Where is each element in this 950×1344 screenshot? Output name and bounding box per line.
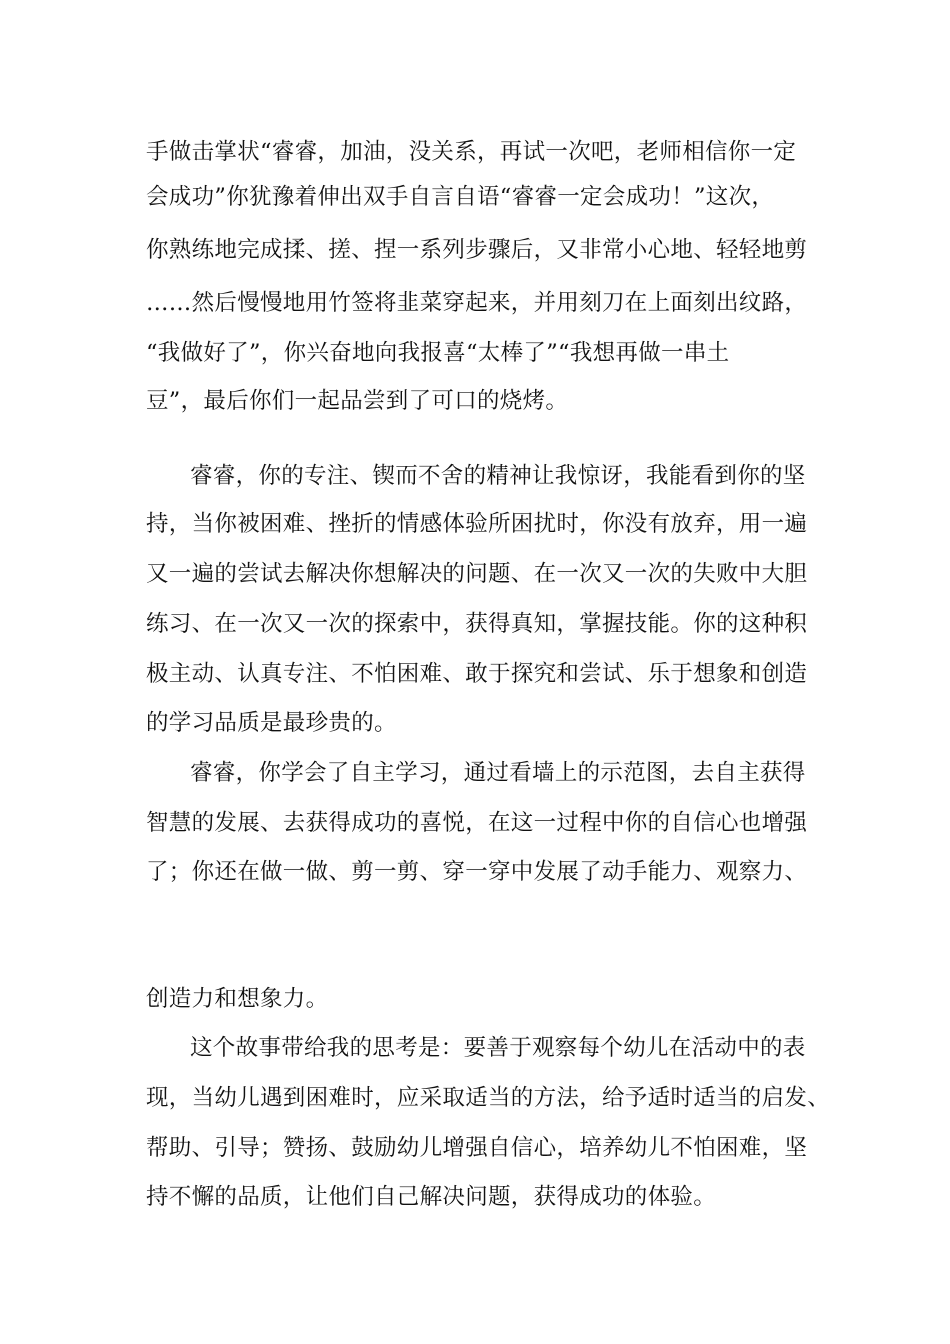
paragraph-line: 现，当幼儿遇到困难时，应采取适当的方法，给予适时适当的启发、 (146, 1085, 831, 1111)
paragraph-line: 极主动、认真专注、不怕困难、敢于探究和尝试、乐于想象和创造 (146, 661, 808, 687)
paragraph-line: 又一遍的尝试去解决你想解决的问题、在一次又一次的失败中大胆 (146, 561, 808, 587)
paragraph-line: 的学习品质是最珍贵的。 (146, 710, 397, 736)
paragraph-line: 练习、在一次又一次的探索中，获得真知，掌握技能。你的这种积 (146, 611, 808, 637)
paragraph-line: ……然后慢慢地用竹签将韭菜穿起来，并用刻刀在上面刻出纹路， (146, 290, 808, 316)
paragraph-line: 持，当你被困难、挫折的情感体验所困扰时，你没有放弃，用一遍 (146, 511, 808, 537)
paragraph-line: 这个故事带给我的思考是：要善于观察每个幼儿在活动中的表 (190, 1035, 806, 1061)
paragraph-line: “我做好了”，你兴奋地向我报喜“太棒了”“我想再做一串土 (146, 340, 730, 366)
paragraph-line: 持不懈的品质，让他们自己解决问题，获得成功的体验。 (146, 1184, 717, 1210)
paragraph-line: 睿睿，你的专注、锲而不舍的精神让我惊讶，我能看到你的坚 (190, 463, 806, 489)
paragraph-line: 了；你还在做一做、剪一剪、穿一穿中发展了动手能力、观察力、 (146, 859, 808, 885)
paragraph-line: 会成功”你犹豫着伸出双手自言自语“睿睿一定会成功！”这次， (146, 184, 775, 210)
paragraph-line: 智慧的发展、去获得成功的喜悦，在这一过程中你的自信心也增强 (146, 810, 808, 836)
paragraph-line: 帮助、引导；赞扬、鼓励幼儿增强自信心，培养幼儿不怕困难，坚 (146, 1135, 808, 1161)
paragraph-line: 手做击掌状“睿睿，加油，没关系，再试一次吧，老师相信你一定 (146, 139, 797, 165)
paragraph-line: 创造力和想象力。 (146, 986, 329, 1012)
paragraph-line: 睿睿，你学会了自主学习，通过看墙上的示范图，去自主获得 (190, 760, 806, 786)
paragraph-line: 豆”，最后你们一起品尝到了可口的烧烤。 (146, 388, 569, 414)
paragraph-line: 你熟练地完成揉、搓、捏一系列步骤后，又非常小心地、轻轻地剪 (146, 237, 808, 263)
